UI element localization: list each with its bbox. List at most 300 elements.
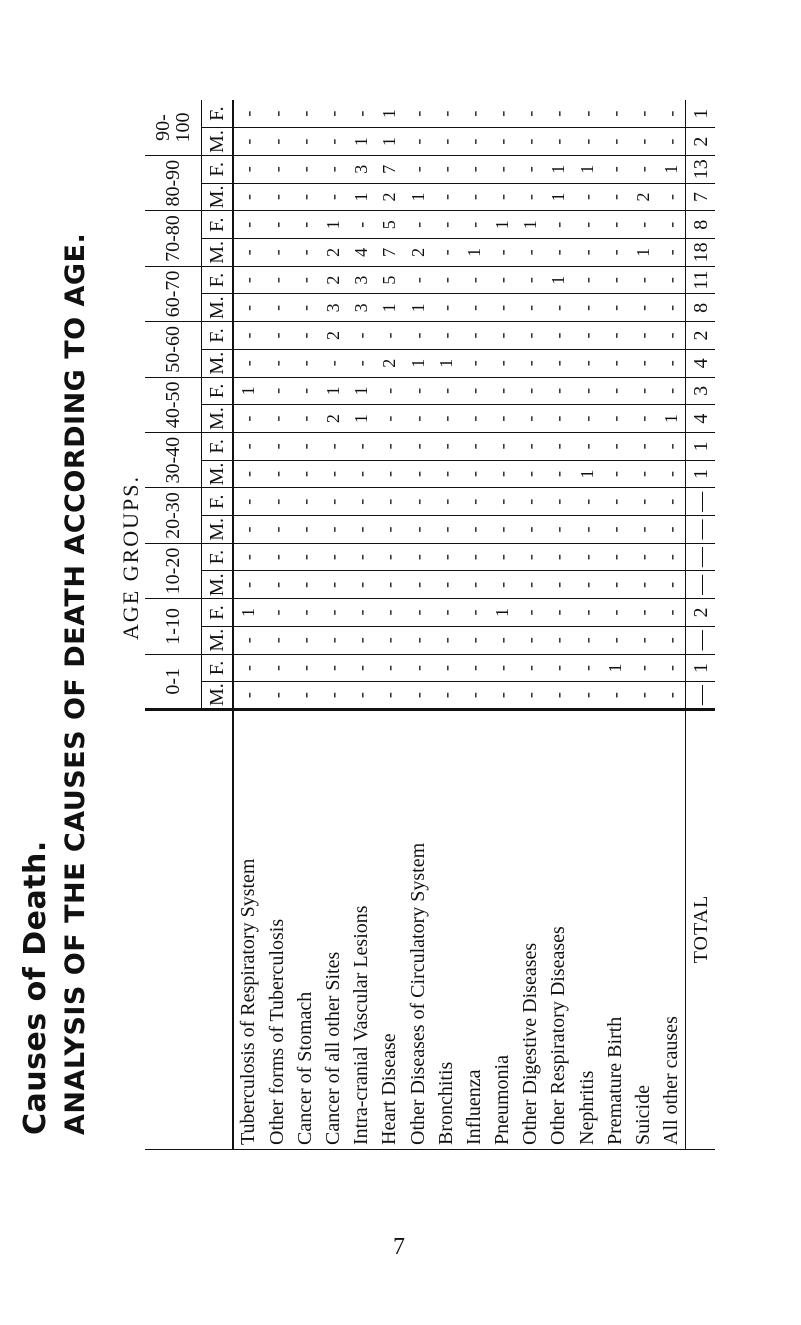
death-count-cell: - [233, 239, 263, 267]
death-count-cell: - [347, 432, 375, 460]
death-count-cell: - [657, 626, 686, 654]
death-count-cell: 1 [629, 239, 657, 267]
death-count-cell: 3 [347, 266, 375, 294]
total-count-cell: 1 [686, 432, 715, 460]
death-count-cell: - [516, 405, 544, 433]
death-count-cell: - [233, 128, 263, 156]
table-row [629, 100, 657, 1150]
death-count-cell: 1 [488, 211, 516, 239]
male-column-header: M. [202, 626, 234, 654]
death-count-cell: - [347, 571, 375, 599]
death-count-cell: - [460, 626, 488, 654]
death-count-cell: - [460, 516, 488, 544]
death-count-cell: - [291, 626, 319, 654]
age-group-header: 90-100 [145, 100, 202, 155]
death-count-cell: - [488, 266, 516, 294]
death-count-cell: - [319, 460, 347, 488]
total-count-cell: 2 [686, 128, 715, 156]
death-count-cell: - [432, 460, 460, 488]
death-count-cell: - [601, 294, 629, 322]
total-count-cell: — [686, 516, 715, 544]
death-count-cell: - [488, 516, 516, 544]
death-count-cell: - [601, 405, 629, 433]
death-count-cell: - [263, 155, 291, 183]
death-count-cell: - [460, 183, 488, 211]
death-count-cell: - [629, 432, 657, 460]
death-count-cell: - [291, 571, 319, 599]
death-count-cell: 1 [516, 211, 544, 239]
death-count-cell: 2 [629, 183, 657, 211]
total-count-cell: 1 [686, 460, 715, 488]
total-count-cell: 2 [686, 599, 715, 627]
death-count-cell: 2 [319, 405, 347, 433]
causes-by-age-table [145, 100, 715, 1150]
death-count-cell: - [263, 516, 291, 544]
death-count-cell: - [319, 488, 347, 516]
total-count-cell: — [686, 543, 715, 571]
death-count-cell: - [432, 516, 460, 544]
death-count-cell: - [291, 322, 319, 350]
death-count-cell: - [291, 405, 319, 433]
death-count-cell: - [544, 460, 572, 488]
death-count-cell: - [544, 543, 572, 571]
death-count-cell: 2 [319, 239, 347, 267]
death-count-cell: - [516, 571, 544, 599]
death-count-cell: 7 [375, 239, 403, 267]
death-count-cell: - [319, 183, 347, 211]
table-row [432, 100, 460, 1150]
death-count-cell: - [233, 460, 263, 488]
death-count-cell: - [516, 682, 544, 710]
death-count-cell: - [347, 100, 375, 128]
death-count-cell: 1 [347, 377, 375, 405]
death-count-cell: - [375, 543, 403, 571]
cause-label: Other forms of Tuberculosis [263, 710, 291, 1150]
age-group-header: 80-90 [145, 155, 202, 210]
cause-label: Tuberculosis of Respiratory System [233, 710, 263, 1150]
death-count-cell: - [516, 654, 544, 682]
death-count-cell: - [432, 211, 460, 239]
death-count-cell: - [403, 211, 431, 239]
death-count-cell: - [319, 599, 347, 627]
death-count-cell: - [347, 543, 375, 571]
table-row [544, 100, 572, 1150]
cause-label: Pneumonia [488, 710, 516, 1150]
total-count-cell: 4 [686, 349, 715, 377]
death-count-cell: 2 [319, 266, 347, 294]
death-count-cell: - [460, 599, 488, 627]
death-count-cell: - [572, 294, 600, 322]
death-count-cell: - [291, 599, 319, 627]
death-count-cell: - [375, 654, 403, 682]
male-column-header: M. [202, 516, 234, 544]
death-count-cell: - [488, 100, 516, 128]
death-count-cell: - [601, 626, 629, 654]
female-column-header: F. [202, 377, 234, 405]
death-count-cell: - [544, 488, 572, 516]
table-row [375, 100, 403, 1150]
death-count-cell: - [291, 155, 319, 183]
page-number: 7 [393, 1234, 405, 1260]
death-count-cell: - [347, 654, 375, 682]
death-count-cell: - [319, 349, 347, 377]
death-count-cell: - [516, 599, 544, 627]
death-count-cell: - [403, 405, 431, 433]
death-count-cell: - [291, 432, 319, 460]
death-count-cell: - [544, 349, 572, 377]
death-count-cell: - [347, 626, 375, 654]
death-count-cell: - [263, 322, 291, 350]
death-count-cell: - [488, 460, 516, 488]
death-count-cell: - [263, 654, 291, 682]
death-count-cell: - [403, 626, 431, 654]
death-count-cell: - [572, 211, 600, 239]
death-count-cell: - [233, 155, 263, 183]
death-count-cell: - [432, 599, 460, 627]
female-column-header: F. [202, 654, 234, 682]
death-count-cell: 5 [375, 211, 403, 239]
death-count-cell: - [657, 100, 686, 128]
death-count-cell: - [657, 322, 686, 350]
death-count-cell: - [657, 128, 686, 156]
death-count-cell: 1 [233, 599, 263, 627]
death-count-cell: - [460, 405, 488, 433]
death-count-cell: - [601, 100, 629, 128]
death-count-cell: - [488, 128, 516, 156]
death-count-cell: - [432, 239, 460, 267]
death-count-cell: - [291, 211, 319, 239]
death-count-cell: - [629, 128, 657, 156]
age-group-header: 70-80 [145, 211, 202, 266]
death-count-cell: - [291, 239, 319, 267]
death-count-cell: - [403, 128, 431, 156]
death-count-cell: - [403, 543, 431, 571]
death-count-cell: - [291, 460, 319, 488]
death-count-cell: - [488, 239, 516, 267]
death-count-cell: - [460, 432, 488, 460]
death-count-cell: 1 [572, 460, 600, 488]
death-count-cell: - [403, 488, 431, 516]
age-group-header: 40-50 [145, 377, 202, 432]
total-count-cell: 8 [686, 211, 715, 239]
death-count-cell: - [291, 543, 319, 571]
death-count-cell: - [403, 654, 431, 682]
death-count-cell: - [263, 571, 291, 599]
death-count-cell: - [516, 543, 544, 571]
death-count-cell: - [375, 571, 403, 599]
death-count-cell: - [629, 654, 657, 682]
death-count-cell: - [432, 571, 460, 599]
death-count-cell: - [601, 239, 629, 267]
death-count-cell: - [516, 516, 544, 544]
death-count-cell: - [403, 571, 431, 599]
death-count-cell: 2 [375, 183, 403, 211]
death-count-cell: - [516, 266, 544, 294]
death-count-cell: - [263, 183, 291, 211]
death-count-cell: - [629, 543, 657, 571]
death-count-cell: 3 [347, 294, 375, 322]
death-count-cell: - [572, 266, 600, 294]
death-count-cell: - [460, 377, 488, 405]
death-count-cell: 1 [488, 599, 516, 627]
death-count-cell: - [629, 405, 657, 433]
death-count-cell: 1 [403, 349, 431, 377]
death-count-cell: 2 [319, 322, 347, 350]
death-count-cell: - [263, 294, 291, 322]
death-count-cell: - [629, 460, 657, 488]
death-count-cell: - [657, 211, 686, 239]
heading-causes-of-death: Causes of Death. [18, 840, 53, 1135]
death-count-cell: - [403, 266, 431, 294]
death-count-cell: - [488, 571, 516, 599]
death-count-cell: 1 [657, 155, 686, 183]
cause-label: Premature Birth [601, 710, 629, 1150]
male-column-header: M. [202, 460, 234, 488]
death-count-cell: - [403, 516, 431, 544]
death-count-cell: 1 [403, 183, 431, 211]
death-count-cell: - [629, 571, 657, 599]
death-count-cell: - [488, 377, 516, 405]
death-count-cell: - [601, 266, 629, 294]
total-count-cell: 1 [686, 100, 715, 128]
death-count-cell: - [403, 460, 431, 488]
cause-label: Cancer of Stomach [291, 710, 319, 1150]
table-row [657, 100, 686, 1150]
female-column-header: F. [202, 211, 234, 239]
death-count-cell: 2 [403, 239, 431, 267]
male-column-header: M. [202, 294, 234, 322]
death-count-cell: - [544, 654, 572, 682]
death-count-cell: 1 [347, 183, 375, 211]
death-count-cell: - [544, 377, 572, 405]
death-count-cell: - [233, 405, 263, 433]
death-count-cell: - [291, 516, 319, 544]
death-count-cell: - [432, 100, 460, 128]
death-count-cell: - [347, 682, 375, 710]
death-count-cell: - [657, 239, 686, 267]
death-count-cell: 1 [233, 377, 263, 405]
death-count-cell: - [544, 571, 572, 599]
death-count-cell: - [572, 654, 600, 682]
death-count-cell: 5 [375, 266, 403, 294]
death-count-cell: - [488, 405, 516, 433]
age-group-header: 60-70 [145, 266, 202, 321]
death-count-cell: - [657, 488, 686, 516]
death-count-cell: - [319, 654, 347, 682]
death-count-cell: - [629, 516, 657, 544]
death-count-cell: - [375, 377, 403, 405]
death-count-cell: - [601, 543, 629, 571]
total-count-cell: 3 [686, 377, 715, 405]
death-count-cell: - [488, 183, 516, 211]
death-count-cell: - [375, 599, 403, 627]
death-count-cell: 1 [544, 155, 572, 183]
death-count-cell: - [516, 460, 544, 488]
death-count-cell: - [516, 432, 544, 460]
death-count-cell: - [291, 294, 319, 322]
death-count-cell: - [319, 128, 347, 156]
death-count-cell: - [347, 349, 375, 377]
death-count-cell: - [516, 626, 544, 654]
death-count-cell: - [657, 543, 686, 571]
death-count-cell: - [233, 266, 263, 294]
total-count-cell: 4 [686, 405, 715, 433]
death-count-cell: - [263, 432, 291, 460]
death-count-cell: - [460, 349, 488, 377]
death-count-cell: - [488, 322, 516, 350]
death-count-cell: - [488, 155, 516, 183]
death-count-cell: 2 [375, 349, 403, 377]
death-count-cell: - [375, 682, 403, 710]
male-column-header: M. [202, 349, 234, 377]
female-column-header: F. [202, 488, 234, 516]
total-count-cell: — [686, 488, 715, 516]
death-count-cell: - [601, 460, 629, 488]
death-count-cell: 1 [347, 128, 375, 156]
death-count-cell: - [601, 322, 629, 350]
death-count-cell: - [629, 266, 657, 294]
death-count-cell: - [488, 294, 516, 322]
female-column-header: F. [202, 543, 234, 571]
death-count-cell: - [544, 682, 572, 710]
death-count-cell: - [460, 460, 488, 488]
death-count-cell: - [432, 377, 460, 405]
death-count-cell: - [488, 543, 516, 571]
causes-by-age-table-container [145, 100, 715, 1150]
death-count-cell: 4 [347, 239, 375, 267]
death-count-cell: - [629, 488, 657, 516]
death-count-cell: - [516, 128, 544, 156]
male-column-header: M. [202, 183, 234, 211]
death-count-cell: - [460, 155, 488, 183]
heading-analysis-title: ANALYSIS OF THE CAUSES OF DEATH ACCORDING TO AGE. [60, 232, 91, 1135]
death-count-cell: - [291, 488, 319, 516]
death-count-cell: - [233, 488, 263, 516]
death-count-cell: - [516, 488, 544, 516]
death-count-cell: - [347, 516, 375, 544]
total-count-cell: — [686, 571, 715, 599]
death-count-cell: 1 [403, 294, 431, 322]
death-count-cell: 3 [347, 155, 375, 183]
table-row [460, 100, 488, 1150]
death-count-cell: - [460, 571, 488, 599]
cause-label: Other Diseases of Circulatory System [403, 710, 431, 1150]
death-count-cell: 1 [657, 405, 686, 433]
death-count-cell: - [347, 488, 375, 516]
death-count-cell: - [544, 516, 572, 544]
death-count-cell: - [403, 155, 431, 183]
death-count-cell: - [488, 488, 516, 516]
death-count-cell: - [347, 211, 375, 239]
death-count-cell: - [460, 654, 488, 682]
death-count-cell: - [629, 100, 657, 128]
death-count-cell: - [460, 266, 488, 294]
death-count-cell: - [657, 571, 686, 599]
death-count-cell: - [432, 405, 460, 433]
death-count-cell: - [544, 599, 572, 627]
female-column-header: F. [202, 155, 234, 183]
total-count-cell: — [686, 626, 715, 654]
death-count-cell: - [516, 239, 544, 267]
death-count-cell: - [572, 543, 600, 571]
death-count-cell: - [572, 183, 600, 211]
age-group-header: 50-60 [145, 322, 202, 377]
cause-label: Heart Disease [375, 710, 403, 1150]
death-count-cell: - [291, 349, 319, 377]
death-count-cell: - [403, 377, 431, 405]
death-count-cell: - [375, 405, 403, 433]
death-count-cell: - [460, 488, 488, 516]
total-count-cell: 13 [686, 155, 715, 183]
age-group-header: 1-10 [145, 599, 202, 654]
table-row [319, 100, 347, 1150]
death-count-cell: - [657, 516, 686, 544]
death-count-cell: - [516, 183, 544, 211]
death-count-cell: - [657, 377, 686, 405]
death-count-cell: - [263, 211, 291, 239]
death-count-cell: - [629, 349, 657, 377]
male-column-header: M. [202, 128, 234, 156]
death-count-cell: - [572, 128, 600, 156]
death-count-cell: - [403, 599, 431, 627]
death-count-cell: - [432, 654, 460, 682]
death-count-cell: - [460, 128, 488, 156]
total-count-cell: 7 [686, 183, 715, 211]
death-count-cell: 1 [544, 266, 572, 294]
death-count-cell: - [629, 211, 657, 239]
death-count-cell: - [432, 322, 460, 350]
death-count-cell: - [629, 599, 657, 627]
death-count-cell: - [544, 322, 572, 350]
death-count-cell: - [572, 488, 600, 516]
death-count-cell: - [263, 128, 291, 156]
death-count-cell: - [233, 571, 263, 599]
death-count-cell: - [488, 432, 516, 460]
total-count-cell: 1 [686, 654, 715, 682]
male-column-header: M. [202, 682, 234, 710]
death-count-cell: - [263, 100, 291, 128]
death-count-cell: - [601, 377, 629, 405]
death-count-cell: - [319, 626, 347, 654]
death-count-cell: - [544, 294, 572, 322]
death-count-cell: - [601, 349, 629, 377]
death-count-cell: - [572, 100, 600, 128]
male-column-header: M. [202, 571, 234, 599]
age-group-header: 0-1 [145, 654, 202, 709]
death-count-cell: - [516, 377, 544, 405]
death-count-cell: - [516, 322, 544, 350]
cause-label: Other Digestive Diseases [516, 710, 544, 1150]
death-count-cell: - [233, 349, 263, 377]
death-count-cell: - [263, 460, 291, 488]
death-count-cell: - [347, 322, 375, 350]
death-count-cell: - [291, 183, 319, 211]
death-count-cell: - [319, 543, 347, 571]
death-count-cell: - [488, 349, 516, 377]
death-count-cell: - [629, 377, 657, 405]
death-count-cell: 1 [544, 183, 572, 211]
death-count-cell: - [488, 682, 516, 710]
death-count-cell: - [233, 183, 263, 211]
death-count-cell: - [233, 654, 263, 682]
death-count-cell: - [233, 294, 263, 322]
death-count-cell: - [657, 599, 686, 627]
death-count-cell: - [233, 432, 263, 460]
death-count-cell: - [263, 405, 291, 433]
death-count-cell: - [263, 626, 291, 654]
table-body [233, 100, 715, 1150]
table-row [263, 100, 291, 1150]
